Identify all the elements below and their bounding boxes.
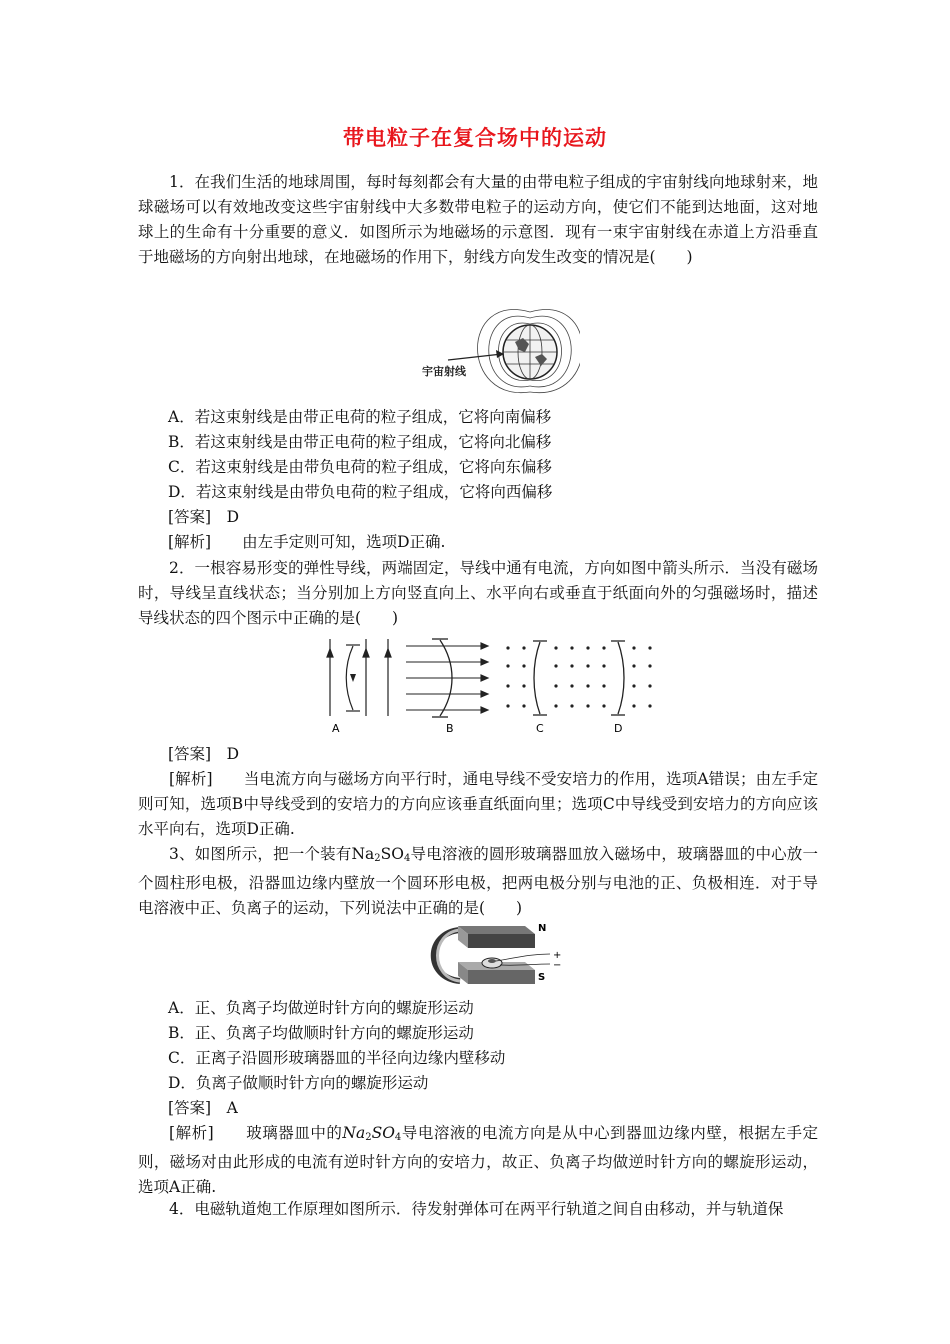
question-3-answer: [答案] A: [168, 1099, 238, 1117]
question-1-stem: 1．在我们生活的地球周围，每时每刻都会有大量的由带电粒子组成的宇宙射线向地球射来，地球磁场可以有效地改变这些宇宙射线中大多数带电粒子的运动方向，使它们不能到达地面，这对地球上的生命有十分重要的意义．如图所示为地磁场的示意图．现有一束宇宙射线在赤道上方沿垂直于地磁场的方向射出地球，在地磁场的作用下，射线方向发生改变的情况是( ): [138, 173, 818, 266]
question-2-stem: 2．一根容易形变的弹性导线，两端固定，导线中通有电流，方向如图中箭头所示．当没有磁场时，导线呈直线状态；当分别加上方向竖直向上、水平向右或垂直于纸面向外的匀强磁场时，描述导线状态的四个图示中正确的是( ): [138, 559, 818, 627]
question-3-option-b: B．正、负离子均做顺时针方向的螺旋形运动: [168, 1024, 474, 1042]
south-pole-label: S: [538, 972, 546, 983]
north-pole-label: N: [538, 923, 547, 934]
question-1-analysis: [解析] 由左手定则可知，选项D正确.: [168, 533, 446, 551]
page-title: 带电粒子在复合场中的运动: [343, 126, 607, 150]
question-2-analysis: [解析] 当电流方向与磁场方向平行时，通电导线不受安培力的作用，选项A错误；由左手定则可知，选项B中导线受到的安培力的方向应该垂直纸面向里；选项C中导线受到安培力的方向应该水平向右，选项D正确.: [138, 770, 818, 838]
magnet-dish-figure: [420, 918, 570, 993]
wire-magnetic-field-figures: [318, 634, 658, 738]
question-1-option-d: D．若这束射线是由带负电荷的粒子组成，它将向西偏移: [168, 483, 553, 501]
question-1-option-a: A．若这束射线是由带正电荷的粒子组成，它将向南偏移: [168, 408, 552, 426]
figure-2-label-b: B: [446, 722, 454, 735]
question-1-option-c: C．若这束射线是由带负电荷的粒子组成，它将向东偏移: [168, 458, 552, 476]
question-3-stem: 3、如图所示，把一个装有$Na_2SO_4$导电溶液的圆形玻璃器皿放入磁场中，玻璃器皿的中心放一个圆柱形电极，沿器皿边缘内壁放一个圆环形电极，把两电极分别与电池的正、负极相连．对于导电溶液中正、负离子的运动，下列说法中正确的是( ): [138, 845, 818, 917]
figure-2-label-a: A: [332, 722, 340, 735]
negative-terminal-label: −: [553, 960, 562, 971]
question-1-option-b: B．若这束射线是由带正电荷的粒子组成，它将向北偏移: [168, 433, 552, 451]
question-3-option-c: C．正离子沿圆形玻璃器皿的半径向边缘内壁移动: [168, 1049, 506, 1067]
question-3-analysis: [解析] 玻璃器皿中的$Na_2SO_4$导电溶液的电流方向是从中心到器皿边缘内壁，根据左手定则，磁场对由此形成的电流有逆时针方向的安培力，故正、负离子均做逆时针方向的螺旋形运动，选项A正确.: [138, 1124, 818, 1196]
earth-magnetic-field-figure: [420, 302, 580, 402]
figure-2-label-c: C: [536, 722, 544, 735]
cosmic-ray-label: 宇宙射线: [422, 365, 466, 378]
question-3-option-a: A．正、负离子均做逆时针方向的螺旋形运动: [168, 999, 474, 1017]
figure-2-label-d: D: [614, 722, 623, 735]
question-3-option-d: D．负离子做顺时针方向的螺旋形运动: [168, 1074, 429, 1092]
question-1-answer: [答案] D: [168, 508, 240, 526]
question-2-answer: [答案] D: [168, 745, 240, 763]
question-4-stem: 4．电磁轨道炮工作原理如图所示．待发射弹体可在两平行轨道之间自由移动，并与轨道保: [169, 1200, 784, 1218]
positive-terminal-label: +: [553, 950, 562, 961]
